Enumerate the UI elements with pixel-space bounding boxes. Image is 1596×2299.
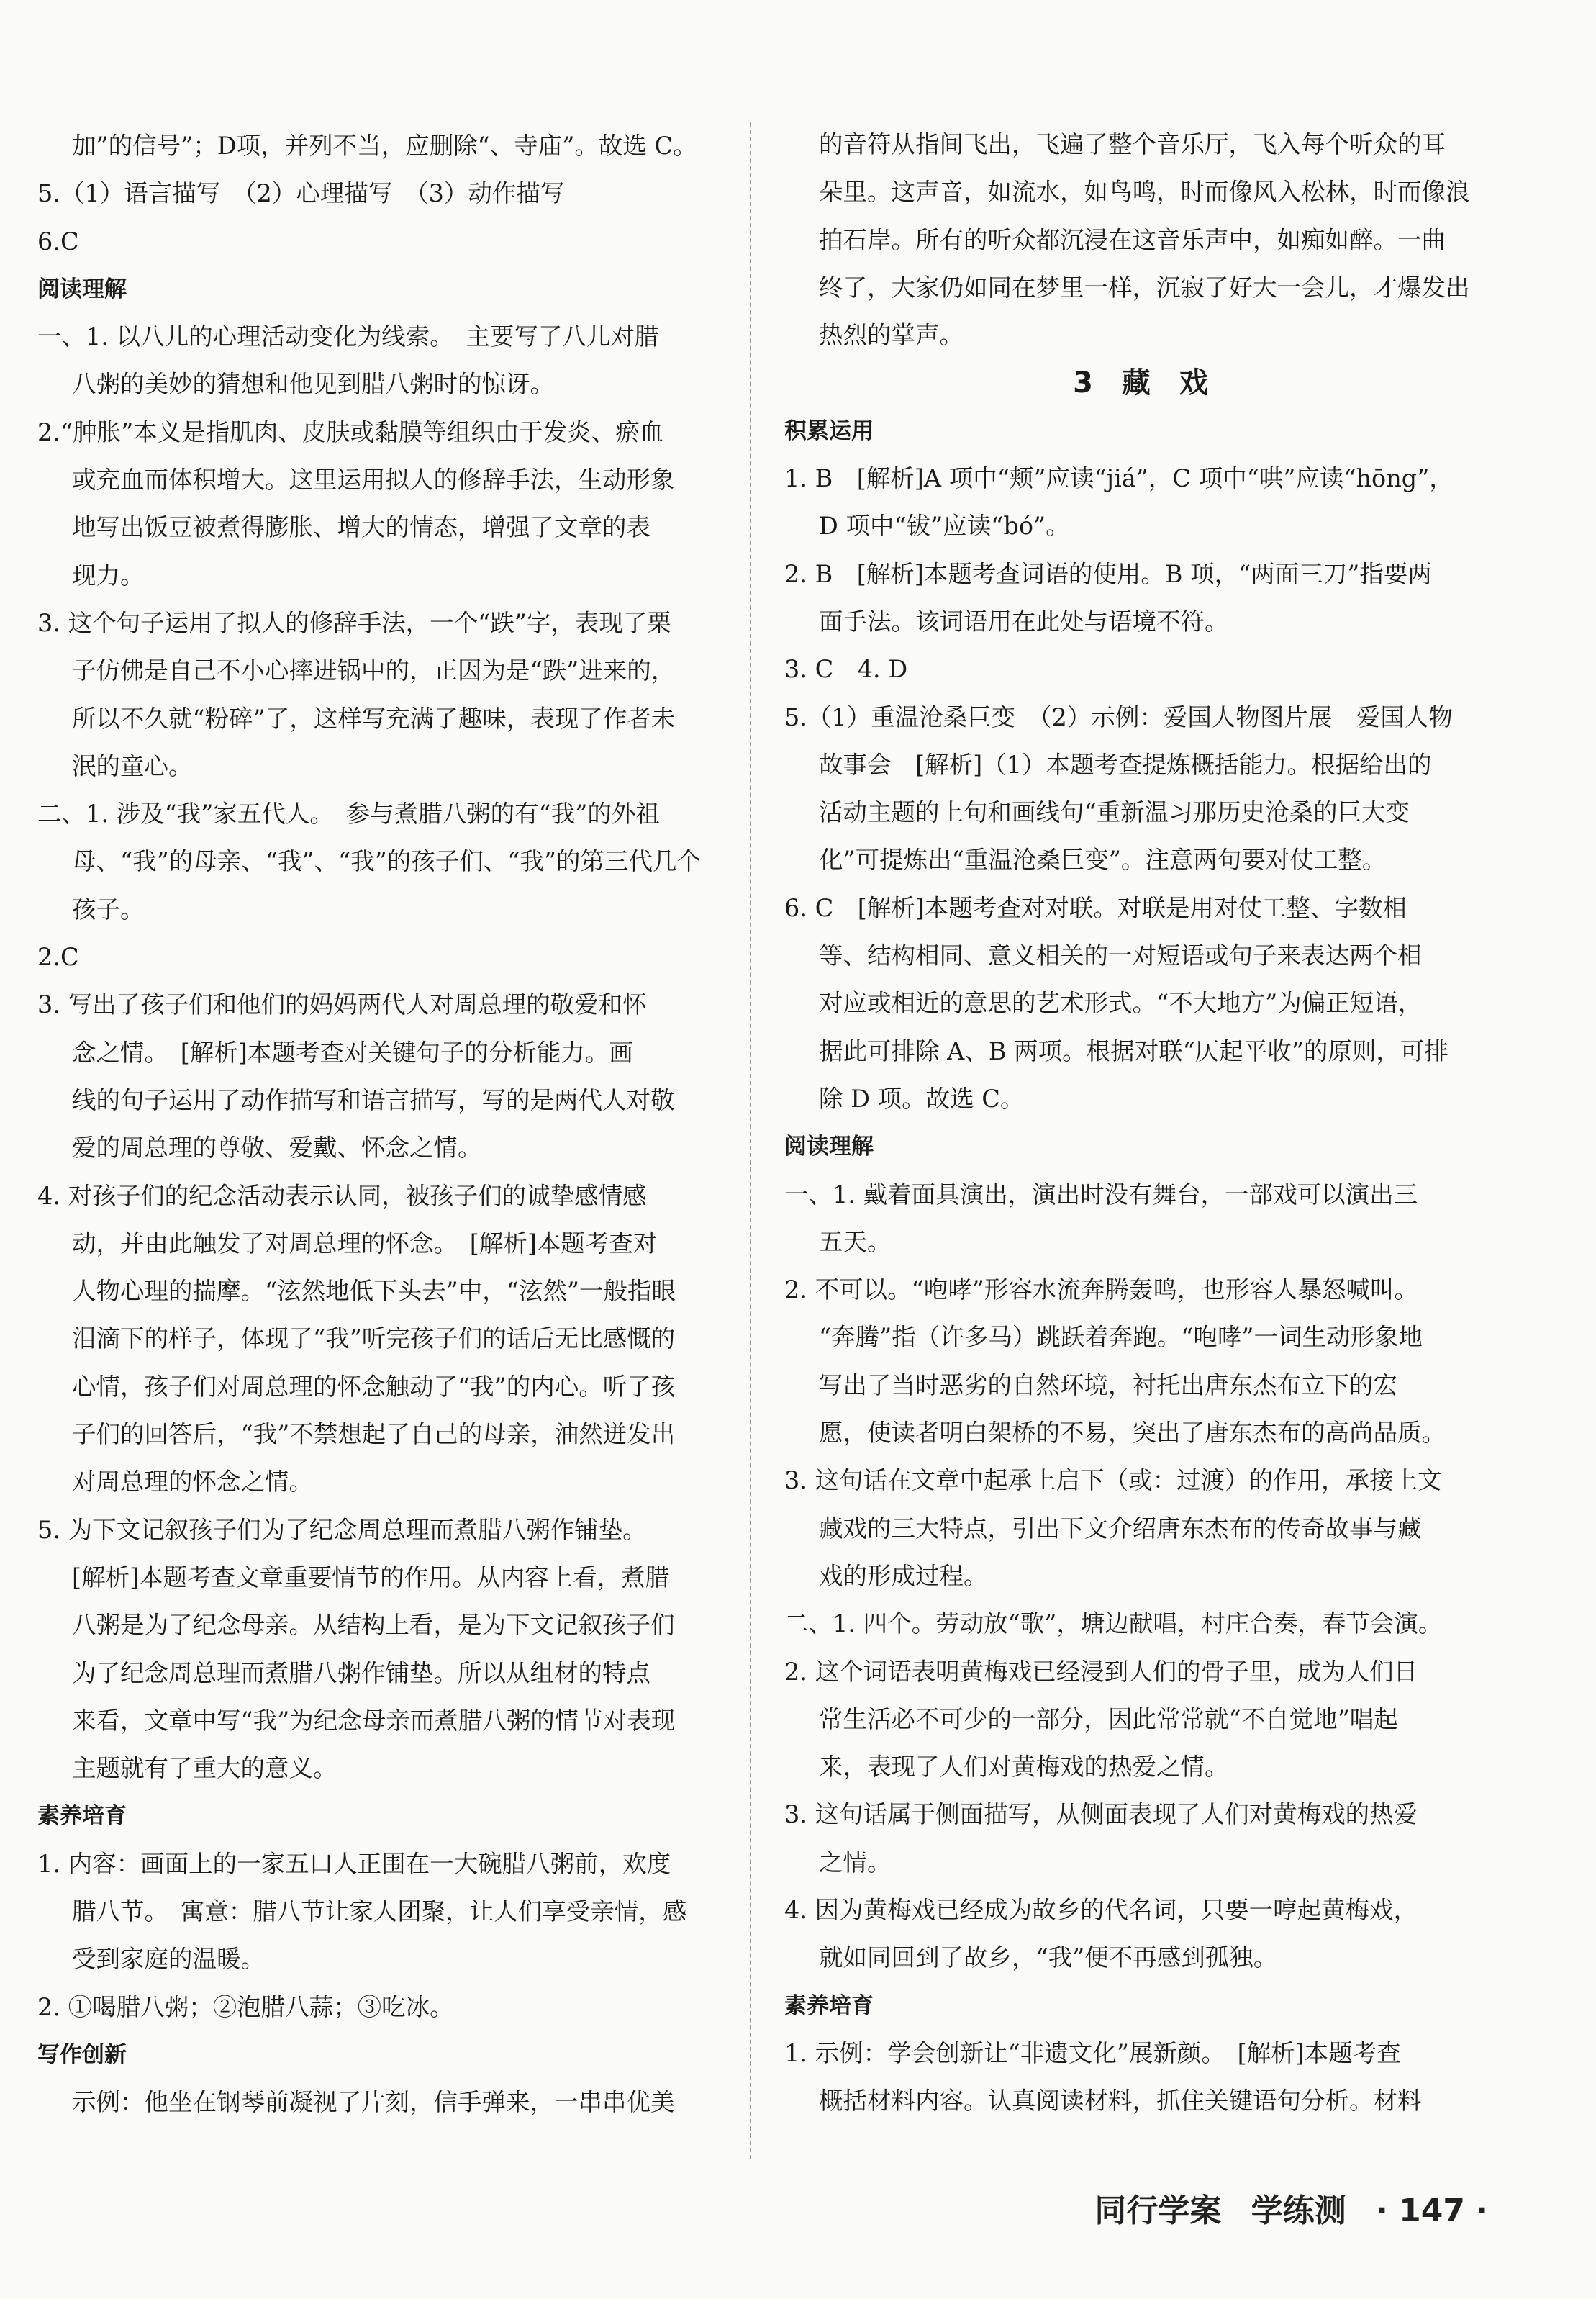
text-line: 八粥的美妙的猜想和他见到腊八粥时的惊讶。: [72, 370, 554, 399]
text-line: 常生活必不可少的一部分，因此常常就“不自觉地”唱起: [819, 1704, 1398, 1733]
text-line: 八粥是为了纪念母亲。从结构上看，是为下文记叙孩子们: [72, 1611, 675, 1640]
text-line: 对周总理的怀念之情。: [72, 1468, 313, 1496]
text-line: 或充血而体积增大。这里运用拟人的修辞手法，生动形象: [72, 466, 675, 494]
text-line: D 项中“钹”应读“bó”。: [819, 512, 1070, 541]
text-line: 二、1. 涉及“我”家五代人。 参与煮腊八粥的有“我”的外祖: [37, 800, 660, 828]
text-line: 终了，大家仍如同在梦里一样，沉寂了好大一会儿，才爆发出: [819, 273, 1470, 302]
text-line: 地写出饭豆被煮得膨胀、增大的情态，增强了文章的表: [72, 513, 650, 542]
section-heading: 阅读理解: [784, 1134, 874, 1160]
text-line: 对应或相近的意思的艺术形式。“不大地方”为偏正短语，: [819, 989, 1423, 1018]
text-line: 就如同回到了故乡，“我”便不再感到孤独。: [819, 1943, 1278, 1972]
text-line: 所以不久就“粉碎”了，这样写充满了趣味，表现了作者未: [72, 704, 676, 733]
text-line: 的音符从指间飞出，飞遍了整个音乐厅，飞入每个听众的耳: [819, 130, 1446, 158]
text-line: 五天。: [819, 1227, 892, 1256]
text-line: 写出了当时恶劣的自然环境，衬托出唐东杰布立下的宏: [819, 1370, 1397, 1399]
text-line: 6. C [解析]本题考查对对联。对联是用对仗工整、字数相: [784, 893, 1407, 922]
text-line: 除 D 项。故选 C。: [819, 1084, 1025, 1113]
text-line: 藏戏的三大特点，引出下文介绍唐东杰布的传奇故事与藏: [819, 1514, 1422, 1543]
right-column: [784, 121, 1497, 2125]
text-line: 一、1. 以八儿的心理活动变化为线索。 主要写了八儿对腊: [37, 322, 659, 351]
text-line: 受到家庭的温暖。: [72, 1945, 265, 1974]
text-line: 子仿佛是自己不小心摔进锅中的，正因为是“跌”进来的，: [72, 656, 676, 685]
section-heading: 素养培育: [37, 1803, 127, 1830]
section-heading: 写作创新: [37, 2041, 127, 2068]
text-line: 来看，文章中写“我”为纪念母亲而煮腊八粥的情节对表现: [72, 1706, 676, 1735]
text-line: 5. 为下文记叙孩子们为了纪念周总理而煮腊八粥作铺垫。: [37, 1515, 647, 1544]
text-line: 子们的回答后，“我”不禁想起了自己的母亲，油然迸发出: [72, 1420, 676, 1449]
text-line: 2.“肿胀”本义是指肌肉、皮肤或黏膜等组织由于发炎、瘀血: [37, 417, 664, 446]
text-line: 化”可提炼出“重温沧桑巨变”。注意两句要对仗工整。: [819, 846, 1387, 875]
text-line: 概括材料内容。认真阅读材料，抓住关键语句分析。材料: [819, 2087, 1422, 2115]
text-line: 4. 对孩子们的纪念活动表示认同，被孩子们的诚挚感情感: [37, 1181, 647, 1210]
text-line: 活动主题的上句和画线句“重新温习那历史沧桑的巨大变: [819, 798, 1410, 827]
text-line: 3. C 4. D: [784, 655, 908, 684]
text-line: 3. 这句话在文章中起承上启下（或：过渡）的作用，承接上文: [784, 1466, 1442, 1495]
text-line: 3. 写出了孩子们和他们的妈妈两代人对周总理的敬爱和怀: [37, 990, 647, 1019]
text-line: 线的句子运用了动作描写和语言描写，写的是两代人对敬: [72, 1085, 675, 1114]
text-line: 朵里。这声音，如流水，如鸟鸣，时而像风入松林，时而像浪: [819, 178, 1470, 207]
text-line: 愿，使读者明白架桥的不易，突出了唐东杰布的高尚品质。: [819, 1419, 1446, 1447]
text-line: “奔腾”指（许多马）跳跃着奔跑。“咆哮”一词生动形象地: [819, 1323, 1423, 1352]
text-line: 2. ①喝腊八粥；②泡腊八蒜；③吃冰。: [37, 1992, 454, 2021]
text-line: 3. 这个句子运用了拟人的修辞手法，一个“跌”字，表现了栗: [37, 608, 671, 637]
text-line: 加”的信号”；D项，并列不当，应删除“、寺庙”。故选 C。: [72, 132, 697, 160]
text-line: 6.C: [37, 227, 79, 256]
text-line: [解析]本题考查文章重要情节的作用。从内容上看，煮腊: [72, 1563, 670, 1591]
text-line: 故事会 [解析]（1）本题考查提炼概括能力。根据给出的: [819, 750, 1432, 779]
text-line: 戏的形成过程。: [819, 1561, 988, 1590]
text-line: 3. 这句话属于侧面描写，从侧面表现了人们对黄梅戏的热爱: [784, 1800, 1418, 1829]
text-line: 泯的童心。: [72, 751, 193, 780]
text-line: 动，并由此触发了对周总理的怀念。 [解析]本题考查对: [72, 1229, 658, 1257]
text-line: 爱的周总理的尊敬、爱戴、怀念之情。: [72, 1134, 482, 1162]
text-line: 现力。: [72, 561, 145, 590]
text-line: 念之情。 [解析]本题考查对关键句子的分析能力。画: [72, 1038, 633, 1067]
chapter-title: 3 藏 戏: [1073, 366, 1208, 400]
text-line: 1. B [解析]A 项中“颊”应读“jiá”，C 项中“哄”应读“hōng”，: [784, 464, 1454, 493]
text-line: 据此可排除 A、B 两项。根据对联“仄起平收”的原则，可排: [819, 1036, 1448, 1065]
text-line: 2. B [解析]本题考查词语的使用。B 项，“两面三刀”指要两: [784, 559, 1432, 588]
text-line: 孩子。: [72, 895, 145, 923]
text-line: 泪滴下的样子，体现了“我”听完孩子们的话后无比感慨的: [72, 1324, 676, 1353]
text-line: 2. 不可以。“咆哮”形容水流奔腾轰鸣，也形容人暴怒喊叫。: [784, 1275, 1418, 1304]
text-line: 二、1. 四个。劳动放“歌”，塘边献唱，村庄合奏，春节会演。: [784, 1609, 1443, 1638]
text-line: 1. 内容：画面上的一家五口人正围在一大碗腊八粥前，欢度: [37, 1849, 671, 1878]
page-footer: [1094, 2185, 1488, 2231]
text-line: 母、“我”的母亲、“我”、“我”的孩子们、“我”的第三代几个: [72, 847, 702, 876]
page-number: · 147 ·: [1376, 2192, 1488, 2229]
text-line: 主题就有了重大的意义。: [72, 1754, 337, 1783]
text-line: 5.（1）重温沧桑巨变 （2）示例：爱国人物图片展 爱国人物: [784, 703, 1453, 731]
text-line: 一、1. 戴着面具演出，演出时没有舞台，一部戏可以演出三: [784, 1180, 1418, 1209]
text-line: 心情，孩子们对周总理的怀念触动了“我”的内心。听了孩: [72, 1372, 676, 1401]
text-line: 腊八节。 寓意：腊八节让家人团聚，让人们享受亲情，感: [72, 1897, 687, 1925]
text-line: 来，表现了人们对黄梅戏的热爱之情。: [819, 1753, 1229, 1781]
text-line: 1. 示例：学会创新让“非遗文化”展新颜。 [解析]本题考查: [784, 2038, 1401, 2067]
text-line: 为了纪念周总理而煮腊八粥作铺垫。所以从组材的特点: [72, 1658, 650, 1687]
text-line: 面手法。该词语用在此处与语境不符。: [819, 607, 1229, 636]
text-line: 2. 这个词语表明黄梅戏已经浸到人们的骨子里，成为人们日: [784, 1657, 1418, 1686]
text-line: 拍石岸。所有的听众都沉浸在这音乐声中，如痴如醉。一曲: [819, 225, 1446, 254]
section-heading: 素养培育: [784, 1992, 874, 2019]
section-heading: 阅读理解: [37, 276, 127, 302]
text-line: 4. 因为黄梅戏已经成为故乡的代名词，只要一哼起黄梅戏，: [784, 1895, 1418, 1924]
text-line: 人物心理的揣摩。“泫然地低下头去”中，“泫然”一般指眼: [72, 1277, 676, 1306]
text-line: 热烈的掌声。: [819, 321, 964, 350]
section-heading: 积累运用: [784, 417, 874, 444]
text-line: 2.C: [37, 943, 79, 972]
text-line: 之情。: [819, 1848, 892, 1876]
text-line: 等、结构相同、意义相关的一对短语或句子来表达两个相: [819, 941, 1422, 970]
footer-brand: 同行学案: [1094, 2192, 1222, 2229]
footer-series: 学练测: [1251, 2192, 1346, 2229]
left-column: [37, 122, 751, 2159]
text-line: 示例：他坐在钢琴前凝视了片刻，信手弹来，一串串优美: [72, 2088, 675, 2117]
text-line: 5.（1）语言描写 （2）心理描写 （3）动作描写: [37, 179, 565, 208]
